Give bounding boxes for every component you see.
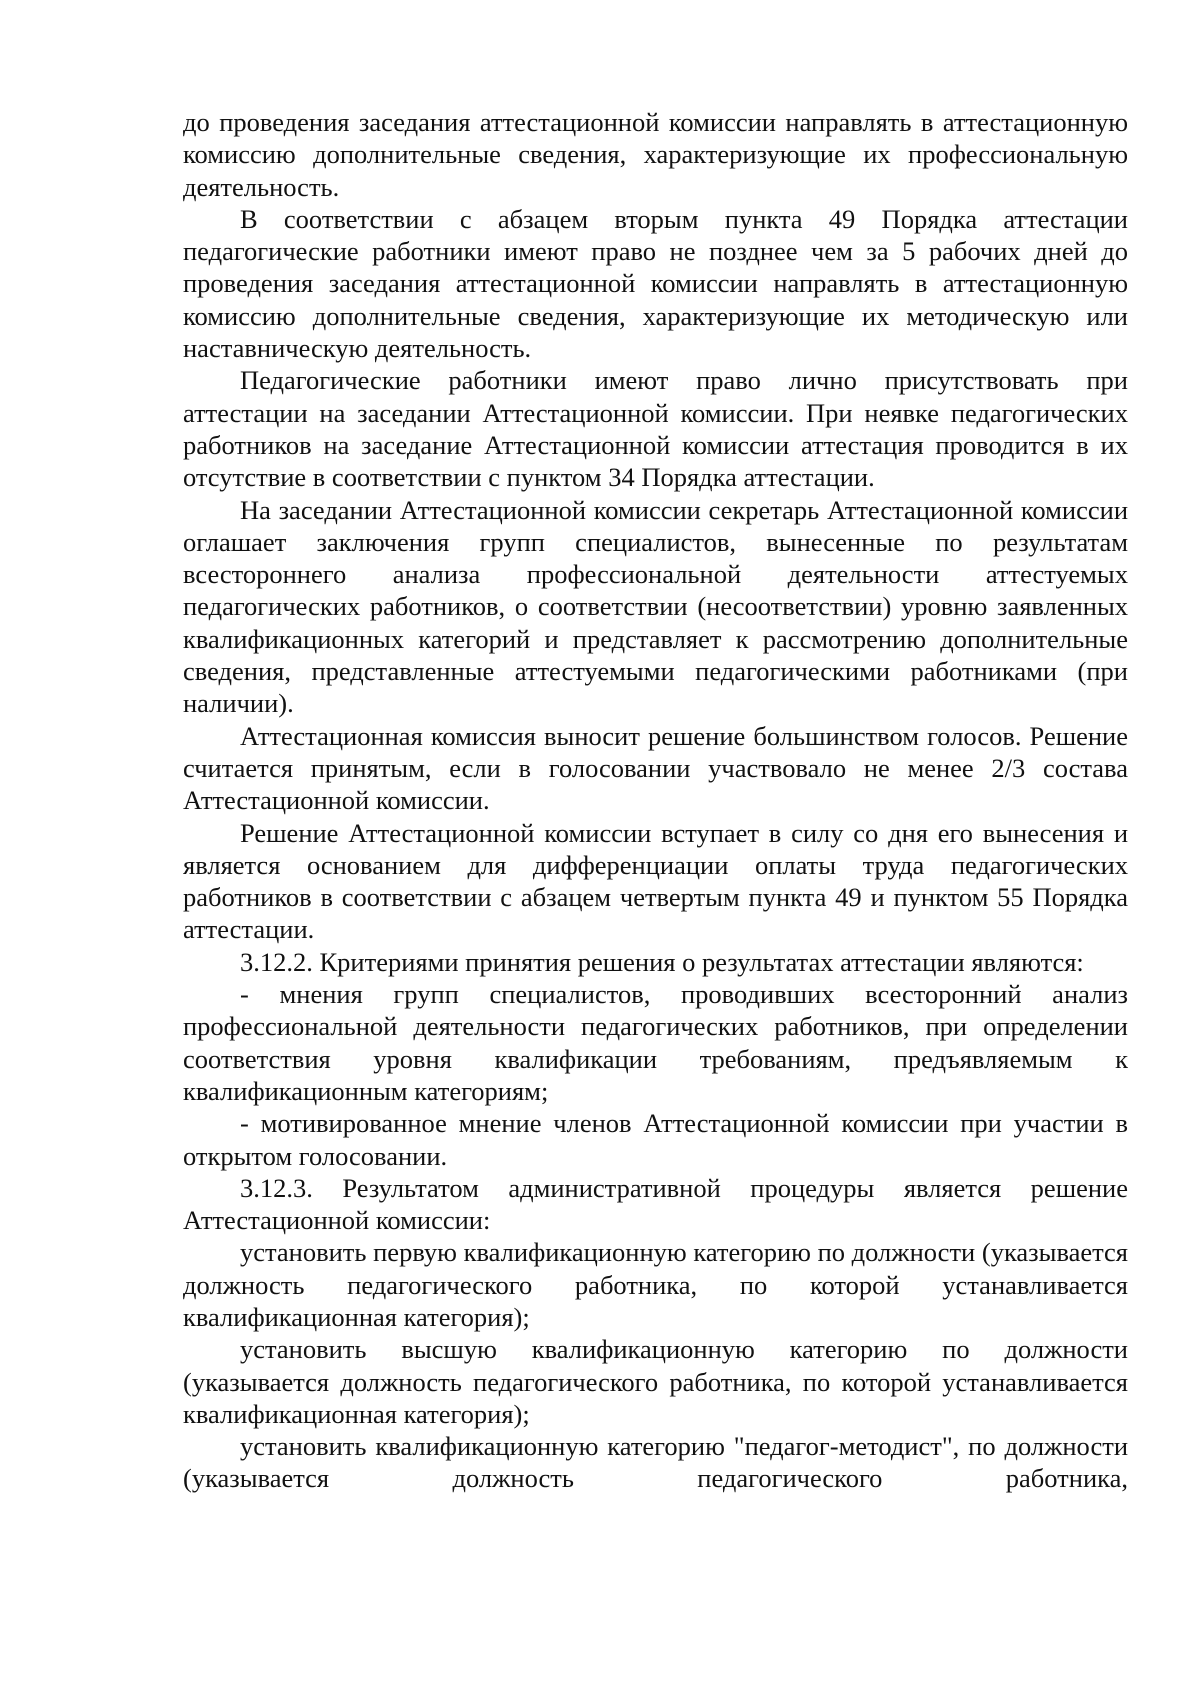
result-item-first-category: установить первую квалификационную категорию по должности (указывается должность педагогического работника, по которой устанавливается квалификационная категория); <box>183 1237 1128 1332</box>
paragraph-1: до проведения заседания аттестационной комиссии направлять в аттестационную комиссию дополнительные сведения, характеризующие их профессиональную деятельность. <box>183 107 1128 202</box>
paragraph-3: Педагогические работники имеют право лично присутствовать при аттестации на заседании Аттестационной комиссии. При неявке педагогических работников на заседание Аттестационной комиссии аттестация проводится в их отсутствие в соответствии с пунктом 34 Порядка аттестации. <box>183 365 1128 493</box>
section-3-12-3-heading: 3.12.3. Результатом административной процедуры является решение Аттестационной комиссии: <box>183 1172 1128 1236</box>
paragraph-6: Решение Аттестационной комиссии вступает в силу со дня его вынесения и является основанием для дифференциации оплаты труда педагогических работников в соответствии с абзацем четвертым пункта 49 и пунктом 55 Порядка аттестации. <box>183 817 1128 945</box>
document-page <box>183 106 1128 1495</box>
paragraph-5: Аттестационная комиссия выносит решение большинством голосов. Решение считается принятым, если в голосовании участвовало не менее 2/3 состава Аттестационной комиссии. <box>183 720 1128 816</box>
criteria-item-1: - мнения групп специалистов, проводивших всесторонний анализ профессиональной деятельности педагогических работников, при определении соответствия уровня квалификации требованиям, предъявляемым к квалификационным категориям; <box>183 979 1128 1106</box>
paragraph-4: На заседании Аттестационной комиссии секретарь Аттестационной комиссии оглашает заключения групп специалистов, вынесенные по результатам всестороннего анализа профессиональной деятельности аттестуемых педагогических работников, о соответствии (несоответствии) уровню заявленных квалификационных категорий и представляет к рассмотрению дополнительные сведения, представленные аттестуемыми педагогическими работниками (при наличии). <box>183 494 1128 719</box>
criteria-item-2: - мотивированное мнение членов Аттестационной комиссии при участии в открытом голосовании. <box>183 1108 1128 1171</box>
result-item-methodist-category: установить квалификационную категорию "педагог-методист", по должности (указывается должность педагогического работника, <box>183 1431 1128 1494</box>
paragraph-2: В соответствии с абзацем вторым пункта 49 Порядка аттестации педагогические работники имеют право не позднее чем за 5 рабочих дней до проведения заседания аттестационной комиссии направлять в аттестационную комиссию дополнительные сведения, характеризующие их методическую или наставническую деятельность. <box>183 203 1128 364</box>
result-item-highest-category: установить высшую квалификационную категорию по должности (указывается должность педагогического работника, по которой устанавливается квалификационная категория); <box>183 1334 1128 1429</box>
section-3-12-2-heading: 3.12.2. Критериями принятия решения о результатах аттестации являются: <box>240 946 1084 977</box>
